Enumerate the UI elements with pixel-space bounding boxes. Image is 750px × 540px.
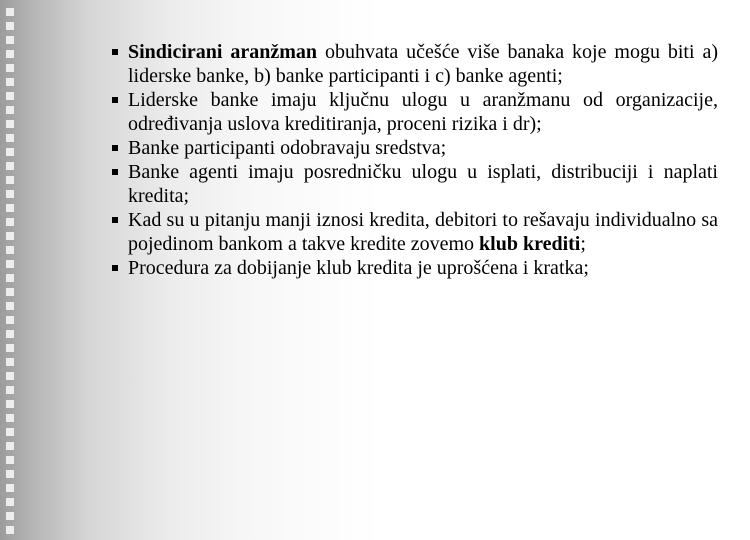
decorative-square — [6, 8, 14, 16]
decorative-square — [6, 176, 14, 184]
decorative-square — [6, 218, 14, 226]
bullet-text: Banke participanti odobravaju sredstva; — [128, 137, 447, 159]
bullet-text: Banke agenti imaju posredničku ulogu u isplati, distribuciji i naplati kredita; — [128, 161, 718, 207]
decorative-square — [6, 358, 14, 366]
decorative-square — [6, 386, 14, 394]
list-item — [128, 136, 718, 160]
decorative-square — [6, 470, 14, 478]
bold-term: klub krediti — [479, 233, 581, 255]
decorative-square — [6, 372, 14, 380]
decorative-square — [6, 302, 14, 310]
bullet-text: Kad su u pitanju manji iznosi kredita, debitori to rešavaju individualno sa pojedinom bankom a takve kredite zovemo — [128, 209, 718, 255]
decorative-square — [6, 64, 14, 72]
bullet-text: Procedura za dobijanje klub kredita je uprošćena i kratka; — [128, 257, 589, 279]
decorative-square — [6, 400, 14, 408]
decorative-square — [6, 36, 14, 44]
bullet-text: obuhvata učešće više banaka koje mogu biti a) liderske banke, b) banke participanti i c) banke agenti; — [128, 41, 718, 87]
square-bullet-icon — [112, 145, 118, 151]
list-item — [128, 40, 718, 88]
bold-term: Sindicirani aranžman — [128, 41, 318, 63]
decorative-square-strip — [0, 0, 22, 540]
square-bullet-icon — [112, 97, 118, 103]
decorative-square — [6, 246, 14, 254]
decorative-square — [6, 162, 14, 170]
list-item — [128, 256, 718, 280]
square-bullet-icon — [112, 217, 118, 223]
decorative-square — [6, 484, 14, 492]
decorative-square — [6, 204, 14, 212]
decorative-square — [6, 442, 14, 450]
bullet-tail: ; — [580, 233, 586, 255]
square-bullet-icon — [112, 265, 118, 271]
decorative-square — [6, 512, 14, 520]
square-bullet-icon — [112, 169, 118, 175]
decorative-square — [6, 330, 14, 338]
decorative-square — [6, 134, 14, 142]
list-item — [128, 88, 718, 136]
list-item — [128, 208, 718, 256]
decorative-square — [6, 92, 14, 100]
decorative-square — [6, 106, 14, 114]
decorative-square — [6, 274, 14, 282]
decorative-square — [6, 288, 14, 296]
bullet-text: Liderske banke imaju ključnu ulogu u aranžmanu od organizacije, određivanja uslova kreditiranja, proceni rizika i dr); — [128, 89, 718, 135]
decorative-square — [6, 260, 14, 268]
decorative-square — [6, 232, 14, 240]
decorative-square — [6, 22, 14, 30]
decorative-square — [6, 148, 14, 156]
decorative-square — [6, 78, 14, 86]
decorative-square — [6, 316, 14, 324]
decorative-square — [6, 190, 14, 198]
square-bullet-icon — [112, 49, 118, 55]
decorative-square — [6, 498, 14, 506]
list-item — [128, 160, 718, 208]
decorative-square — [6, 50, 14, 58]
decorative-square — [6, 344, 14, 352]
bullet-list — [128, 40, 718, 280]
decorative-square — [6, 428, 14, 436]
decorative-square — [6, 120, 14, 128]
decorative-square — [6, 526, 14, 534]
decorative-square — [6, 456, 14, 464]
decorative-square — [6, 414, 14, 422]
